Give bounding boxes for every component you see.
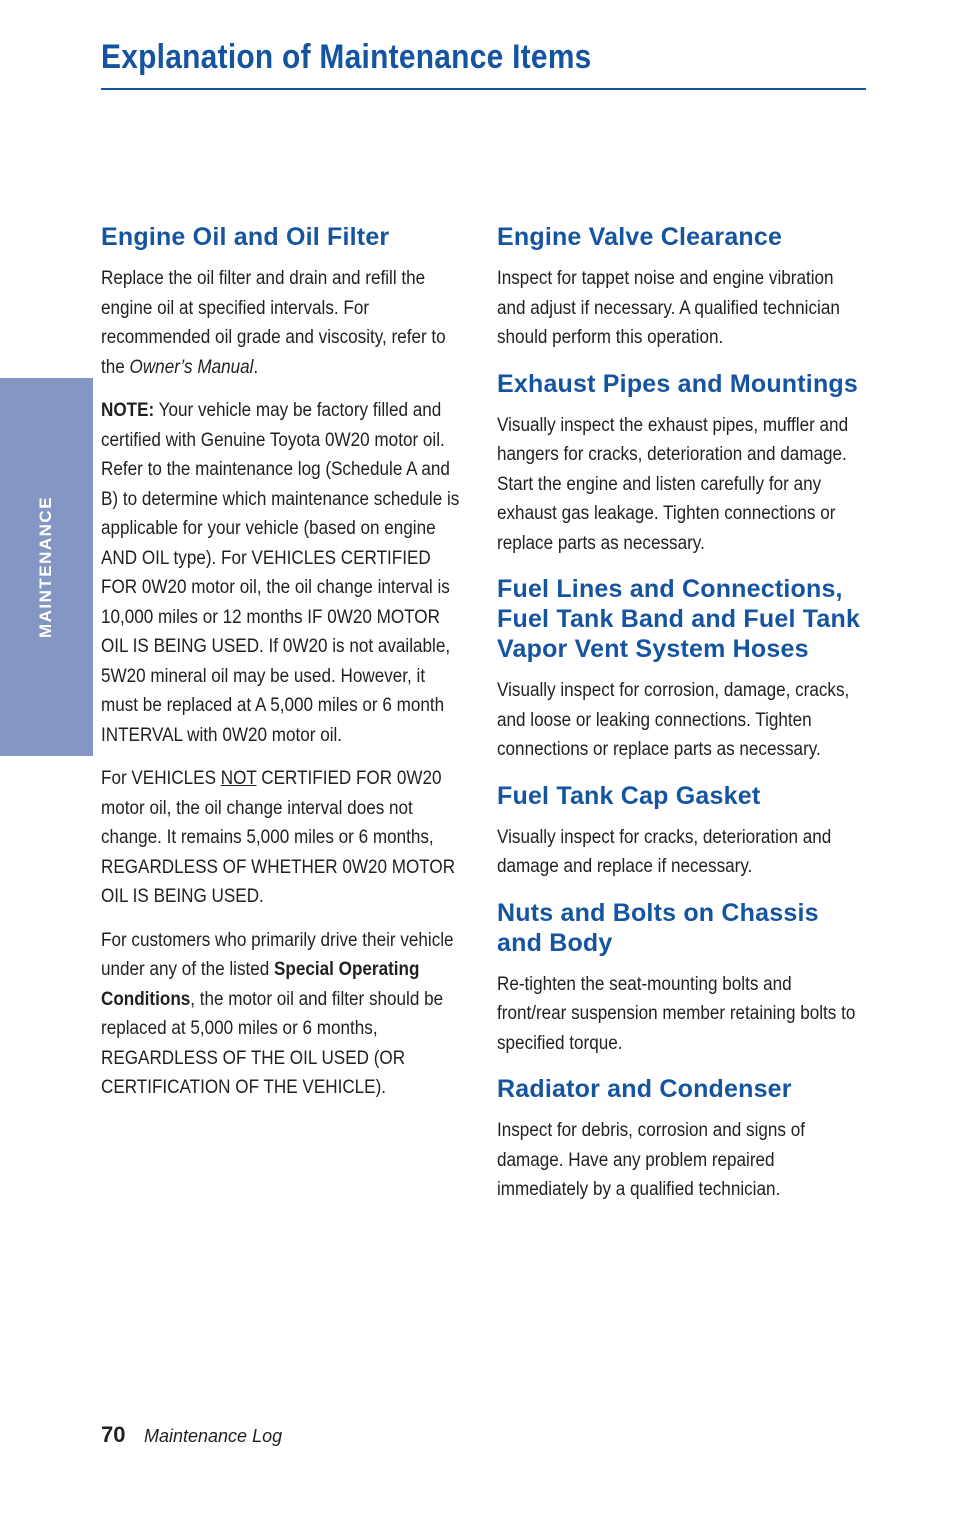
section-heading: Engine Valve Clearance	[497, 223, 783, 251]
note-label: NOTE:	[101, 400, 155, 421]
section-paragraph: Inspect for tappet noise and engine vibration and adjust if necessary. A qualified technician should perform this operation.	[497, 268, 840, 348]
section-paragraph: Visually inspect for corrosion, damage, cracks, and loose or leaking connections. Tighten connections or replace parts as necessary.	[497, 680, 850, 760]
page-number: 70	[101, 1422, 126, 1447]
section-heading: Fuel Lines and Connections, Fuel Tank Band and Fuel Tank Vapor Vent System Hoses	[497, 575, 861, 663]
section-heading: Exhaust Pipes and Mountings	[497, 369, 858, 398]
section-fuel-cap	[497, 781, 867, 882]
section-paragraph	[101, 264, 461, 382]
text-span: , the motor oil and filter should be replaced at 5,000 miles or 6 months, REGARDLESS OF THE OIL USED (OR CERTIFICATION OF THE VEHICLE).	[101, 988, 444, 1098]
section-paragraph: Visually inspect the exhaust pipes, muffler and hangers for cracks, deterioration and damage. Start the engine and listen carefully for any exhaust gas leakage. Tighten connections or replace parts as necessary.	[497, 414, 849, 554]
text-span: For customers who primarily drive their vehicle under any of the listed	[101, 929, 454, 980]
title-divider	[101, 88, 866, 90]
section-heading: Nuts and Bolts on Chassis and Body	[497, 898, 819, 957]
section-paragraph: Re-tighten the seat-mounting bolts and front/rear suspension member retaining bolts to specified torque.	[497, 973, 856, 1054]
section-engine-oil	[101, 222, 471, 1103]
section-exhaust	[497, 369, 867, 559]
manual-reference: Owner’s Manual	[129, 356, 254, 378]
text-span: .	[253, 356, 259, 378]
section-radiator	[497, 1074, 867, 1205]
section-paragraph	[101, 764, 461, 912]
section-paragraph	[101, 926, 461, 1103]
side-tab-label: MAINTENANCE	[36, 495, 55, 639]
text-span: CERTIFIED FOR 0W20 motor oil, the oil change interval does not change. It remains 5,000 miles or 6 months, REGARDLESS OF WHETHER 0W20 MOTOR OIL IS BEING USED.	[101, 768, 456, 907]
note-text: Your vehicle may be factory filled and certified with Genuine Toyota 0W20 motor oil. Refer to the maintenance log (Schedule A and B) to determine which maintenance schedule is applicable for your vehicle (based on engine AND OIL type). For VEHICLES CERTIFIED FOR 0W20 motor oil, the oil change interval is 10,000 miles or 12 months IF 0W20 MOTOR OIL IS BEING USED. If 0W20 is not available, 5W20 mineral oil may be used. However, it must be replaced at A 5,000 miles or 6 month INTERVAL with 0W20 motor oil.	[101, 400, 460, 746]
section-heading: Engine Oil and Oil Filter	[101, 223, 390, 251]
section-fuel-lines	[497, 574, 867, 765]
page-title: Explanation of Maintenance Items	[101, 38, 592, 76]
left-column	[101, 222, 471, 1119]
text-span: For VEHICLES	[101, 768, 221, 789]
right-column	[497, 222, 867, 1221]
footer-label: Maintenance Log	[144, 1426, 283, 1446]
note-paragraph	[101, 396, 461, 750]
section-nuts-bolts	[497, 898, 867, 1059]
emphasis-underline: NOT	[220, 768, 257, 789]
section-heading: Radiator and Condenser	[497, 1075, 792, 1103]
text-span: Replace the oil filter and drain and refill the engine oil at specified intervals. For recommended oil grade and viscosity, refer to the	[101, 268, 446, 378]
section-valve-clearance	[497, 222, 867, 353]
special-conditions-term: Special Operating Conditions	[101, 959, 420, 1010]
section-paragraph: Visually inspect for cracks, deterioration and damage and replace if necessary.	[497, 826, 832, 877]
section-heading: Fuel Tank Cap Gasket	[497, 781, 761, 810]
section-paragraph: Inspect for debris, corrosion and signs of damage. Have any problem repaired immediately by a qualified technician.	[497, 1120, 805, 1200]
